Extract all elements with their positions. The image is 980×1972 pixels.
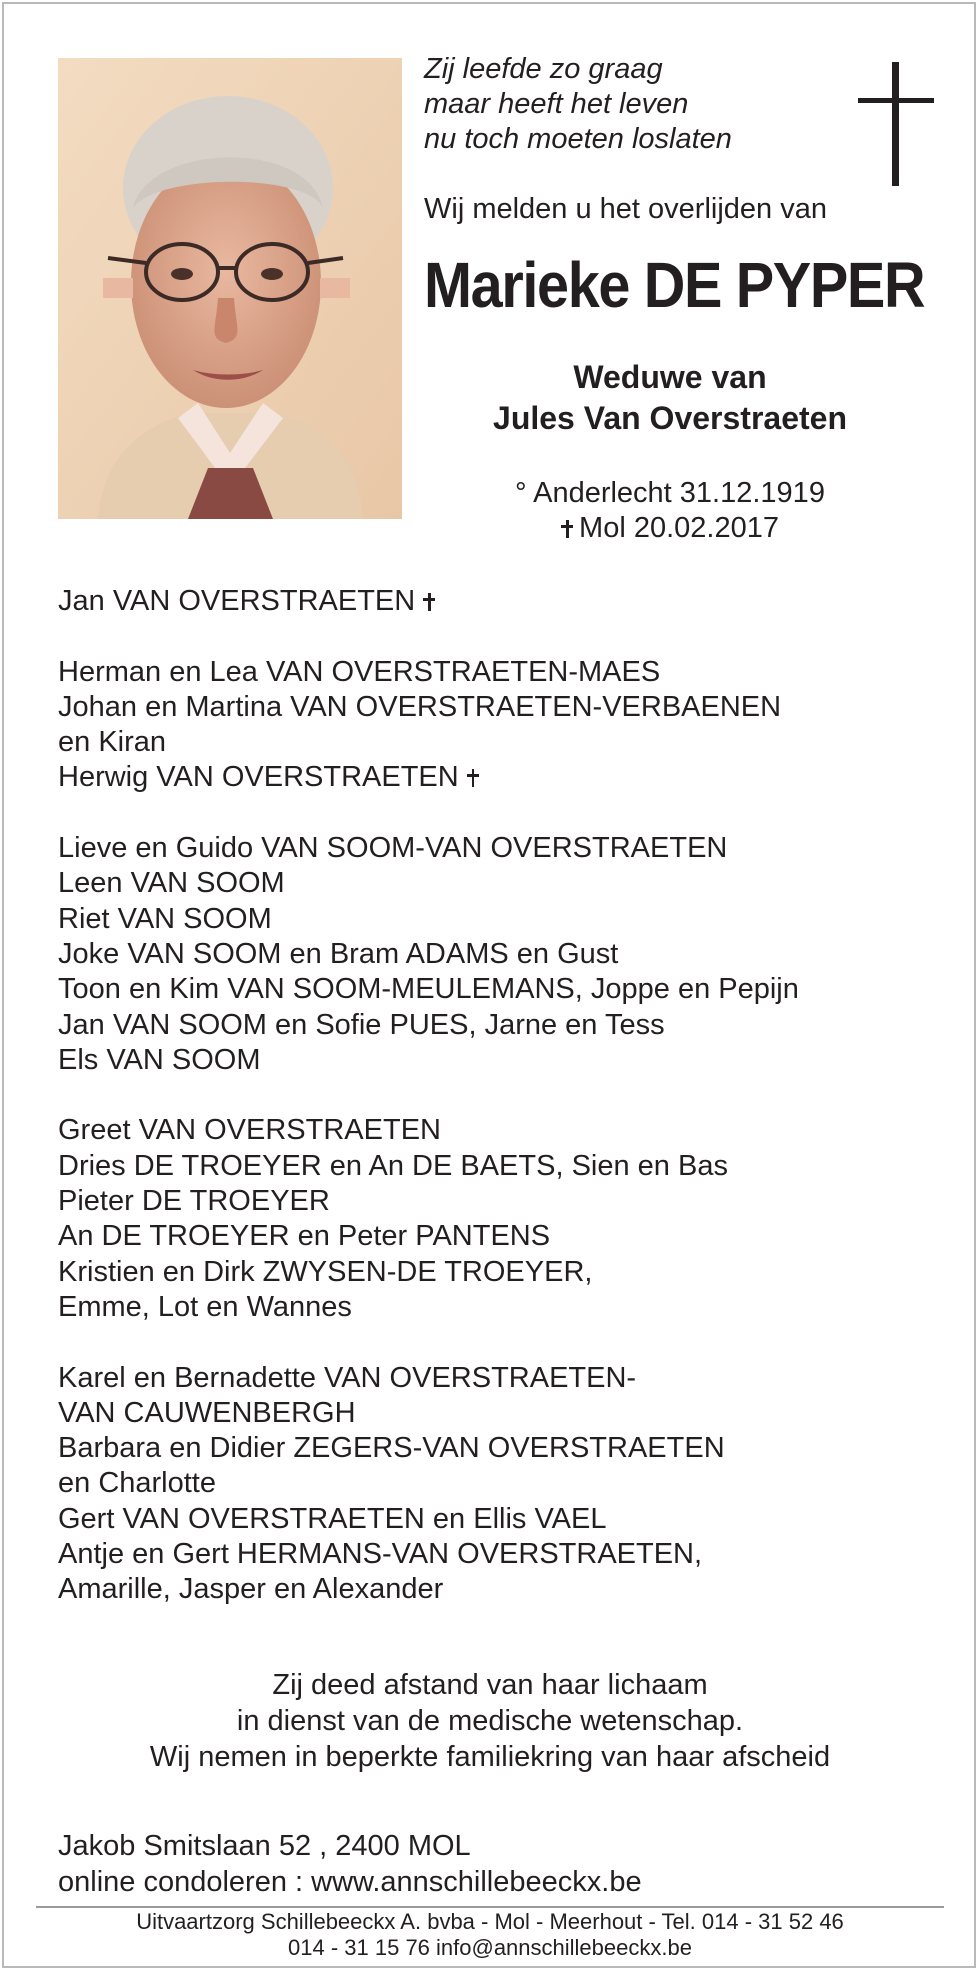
family-member-name: Lieve en Guido VAN SOOM-VAN OVERSTRAETEN	[58, 832, 728, 865]
verse-line: maar heeft het leven	[424, 88, 689, 120]
family-member-line	[58, 760, 938, 795]
family-member-name: Amarille, Jasper en Alexander	[58, 1573, 444, 1606]
footer-line: 014 - 31 15 76 info@annschillebeeckx.be	[288, 1935, 692, 1960]
family-member-name: en Kiran	[58, 726, 167, 759]
closing-text	[58, 1667, 922, 1775]
family-member-name: Jan VAN SOOM en Sofie PUES, Jarne en Tess	[58, 1008, 665, 1041]
verse-line: nu toch moeten loslaten	[424, 123, 732, 155]
family-member-line	[58, 1184, 938, 1219]
family-member-name: Herwig VAN OVERSTRAETEN	[58, 761, 459, 794]
spouse-name: Jules Van Overstraeten	[493, 400, 847, 436]
family-member-line	[58, 1572, 938, 1607]
family-member-line	[58, 1255, 938, 1290]
closing-line: Wij nemen in beperkte familiekring van haar afscheid	[149, 1741, 831, 1773]
family-member-name: Gert VAN OVERSTRAETEN en Ellis VAEL	[58, 1502, 607, 1535]
family-spacer	[58, 796, 938, 831]
family-member-line	[58, 831, 938, 866]
funeral-home-footer	[36, 1909, 944, 1961]
family-member-name: Karel en Bernadette VAN OVERSTRAETEN-	[58, 1361, 637, 1394]
condolence-website: online condoleren : www.annschillebeeckx.be	[58, 1866, 642, 1898]
family-member-name: Joke VAN SOOM en Bram ADAMS en Gust	[58, 937, 619, 970]
family-member-name: Herman en Lea VAN OVERSTRAETEN-MAES	[58, 655, 661, 688]
family-member-name: Jan VAN OVERSTRAETEN	[58, 585, 416, 617]
family-member-line	[58, 1149, 938, 1184]
widow-label: Weduwe van	[573, 359, 767, 395]
cross-icon	[467, 769, 479, 787]
family-member-line	[58, 725, 938, 760]
memorial-verse	[424, 52, 824, 157]
death-date: Mol 20.02.2017	[579, 512, 779, 544]
family-member-line	[58, 1537, 938, 1572]
family-member-line	[58, 1396, 938, 1431]
closing-line: in dienst van de medische wetenschap.	[236, 1705, 744, 1737]
family-member-name: Greet VAN OVERSTRAETEN	[58, 1114, 441, 1147]
family-member-line	[58, 1361, 938, 1396]
family-member-line	[58, 655, 938, 690]
family-member-line	[58, 1431, 938, 1466]
family-member-name: Barbara en Didier ZEGERS-VAN OVERSTRAETEN	[58, 1432, 725, 1465]
cross-icon	[423, 593, 435, 611]
family-member-name: Riet VAN SOOM	[58, 902, 272, 935]
family-member-name: Emme, Lot en Wannes	[58, 1290, 352, 1323]
cross-icon	[858, 62, 934, 186]
family-member-line	[58, 1502, 938, 1537]
family-spacer	[58, 1078, 938, 1113]
family-member-name: An DE TROEYER en Peter PANTENS	[58, 1220, 551, 1253]
family-member-line	[58, 1466, 938, 1501]
family-member-name: Leen VAN SOOM	[58, 867, 285, 900]
life-dates	[424, 476, 916, 546]
closing-line: Zij deed afstand van haar lichaam	[272, 1669, 708, 1701]
family-member-name: Dries DE TROEYER en An DE BAETS, Sien en Bas	[58, 1149, 728, 1182]
family-member-line	[58, 866, 938, 901]
footer-line: Uitvaartzorg Schillebeeckx A. bvba - Mol - Meerhout - Tel. 014 - 31 52 46	[136, 1909, 844, 1934]
verse-line: Zij leefde zo graag	[424, 53, 663, 85]
family-spacer	[58, 619, 938, 654]
family-member-line	[58, 972, 938, 1007]
family-member-name: Els VAN SOOM	[58, 1043, 261, 1076]
family-member-name: en Charlotte	[58, 1467, 216, 1500]
family-member-line	[58, 937, 938, 972]
family-member-name: Toon en Kim VAN SOOM-MEULEMANS, Joppe en Pepijn	[58, 973, 799, 1006]
family-member-line	[58, 902, 938, 937]
cross-icon	[561, 520, 573, 538]
portrait-photo	[58, 58, 402, 519]
family-member-name: Kristien en Dirk ZWYSEN-DE TROEYER,	[58, 1255, 593, 1288]
family-member-line	[58, 584, 938, 619]
family-member-line	[58, 1043, 938, 1078]
birth-date: ° Anderlecht 31.12.1919	[515, 477, 825, 509]
family-member-line	[58, 1290, 938, 1325]
footer-divider	[36, 1906, 944, 1908]
family-member-line	[58, 1008, 938, 1043]
family-spacer	[58, 1325, 938, 1360]
family-member-name: VAN CAUWENBERGH	[58, 1396, 356, 1429]
family-member-line	[58, 690, 938, 725]
family-member-name: Antje en Gert HERMANS-VAN OVERSTRAETEN,	[58, 1538, 703, 1571]
family-member-name: Pieter DE TROEYER	[58, 1185, 330, 1218]
family-list	[58, 584, 938, 1608]
widow-of	[424, 357, 916, 439]
family-member-line	[58, 1113, 938, 1148]
contact-address	[58, 1828, 642, 1900]
deceased-name: Marieke DE PYPER	[424, 249, 925, 321]
family-member-name: Johan en Martina VAN OVERSTRAETEN-VERBAENEN	[58, 690, 782, 723]
street-address: Jakob Smitslaan 52 , 2400 MOL	[58, 1830, 471, 1862]
death-date-line	[424, 511, 916, 546]
announcement-text: Wij melden u het overlijden van	[424, 193, 827, 225]
family-member-line	[58, 1219, 938, 1254]
